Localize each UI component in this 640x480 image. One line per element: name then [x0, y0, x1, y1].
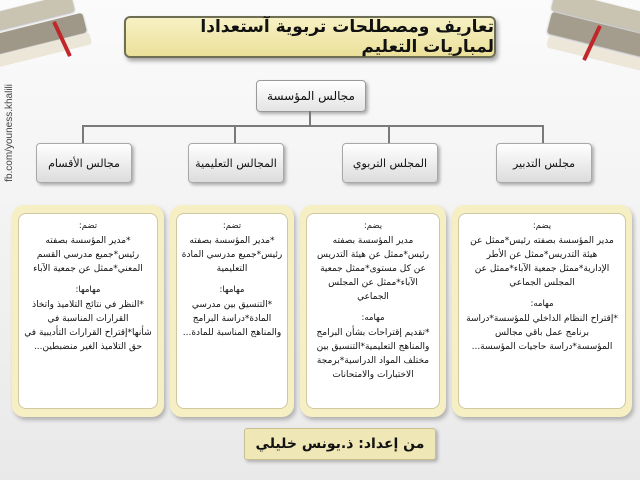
council-classes: مجالس الأقسام: [36, 143, 132, 183]
connector-council-1: [542, 125, 544, 143]
connector-council-4: [82, 125, 84, 143]
tasks-text: *التنسيق بين مدرسي المادة*دراسة البرامج والمناهج المناسبة للمادة...: [182, 300, 282, 338]
composition-label: تضم:: [222, 221, 242, 231]
tasks-text: *النظر في نتائج التلاميذ واتخاذ القرارات المناسبة في شأنها*إقتراح القرارات التأديبية في حق التلاميذ الغير منضبطين...: [24, 300, 152, 352]
composition-label: يضم:: [363, 221, 383, 231]
connector-root-down: [309, 111, 311, 125]
author-footer: من إعداد: ذ.يونس خليلي: [244, 428, 436, 460]
tasks-text: *تقديم إقتراحات بشأن البرامج والمناهج التعليمية*التنسيق بين مختلف المواد الدراسية*برمجة الاختبارات والامتحانات: [316, 328, 430, 380]
composition-text: *مدير المؤسسة بصفته رئيس*جميع مدرسي المادة التعليمية: [181, 236, 283, 274]
connector-council-2: [388, 125, 390, 143]
tasks-label: مهامها:: [75, 285, 101, 295]
tasks-text: *إقتراح النظام الداخلي للمؤسسة*دراسة برنامج عمل باقي مجالس المؤسسة*دراسة حاجيات المؤسسة...: [466, 314, 618, 352]
diagram-title: تعاريف ومصطلحات تربوية آستعدادا لمباريات التعليم: [124, 16, 496, 58]
council-management: مجلس التدبير: [496, 143, 592, 183]
composition-label: تضم:: [78, 221, 98, 231]
composition-label: يضم:: [532, 221, 552, 231]
composition-text: *مدير المؤسسة بصفته رئيس*جميع مدرسي القسم المعني*ممثل عن جمعية الآباء: [33, 236, 143, 274]
card-management: [452, 205, 632, 417]
facebook-credit: fb.com/youness.khalili: [4, 84, 15, 182]
card-educational: [300, 205, 446, 417]
composition-text: مدير المؤسسة بصفته رئيس*ممثل عن هيئة التدريس*ممثل عن الأطر الإدارية*ممثل جمعية الآباء*ممثل عن المجلس الجماعي: [470, 236, 614, 288]
connector-horizontal: [82, 125, 544, 127]
council-educational: المجلس التربوي: [342, 143, 438, 183]
tasks-label: مهامه:: [530, 299, 554, 309]
composition-text: مدير المؤسسة بصفته رئيس*ممثل عن هيئة التدريس عن كل مستوى*ممثل جمعية الآباء*ممثل عن المجلس الجماعي: [317, 236, 429, 302]
root-node: مجالس المؤسسة: [256, 80, 366, 112]
council-instructional: المجالس التعليمية: [188, 143, 284, 183]
tasks-label: مهامها:: [219, 285, 245, 295]
tasks-label: مهامه:: [361, 313, 385, 323]
connector-council-3: [234, 125, 236, 143]
card-classes: [12, 205, 164, 417]
card-instructional: [170, 205, 294, 417]
